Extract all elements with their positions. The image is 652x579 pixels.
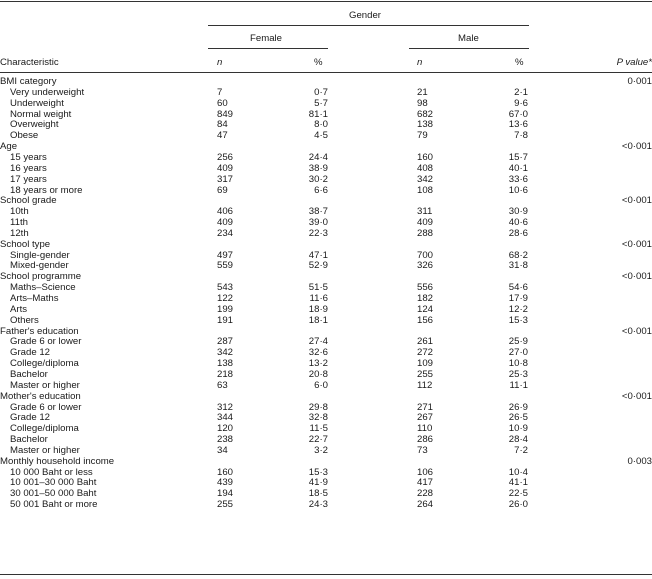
- male-n-cell: 417: [417, 477, 434, 489]
- female-n-cell: 199: [217, 303, 234, 315]
- female-n-cell: 312: [217, 401, 234, 413]
- table-row: [0, 402, 652, 413]
- female-header: Female: [250, 33, 282, 44]
- female-n-cell: 34: [217, 444, 228, 456]
- row-label: 10 000 Baht or less: [10, 466, 93, 478]
- male-n-cell: 556: [417, 282, 434, 294]
- row-label: 30 001–50 000 Baht: [10, 488, 97, 500]
- table-row: [0, 488, 652, 499]
- row-label: Single-gender: [10, 249, 70, 261]
- p-value-cell: <0·001: [621, 238, 652, 250]
- female-header-rule: [208, 48, 328, 49]
- section-label: Father's education: [0, 325, 79, 337]
- female-n-cell: 69: [217, 184, 228, 196]
- male-n-cell: 267: [417, 412, 434, 424]
- row-label: Mixed-gender: [10, 260, 69, 272]
- male-percent-cell: 15·3: [508, 314, 528, 326]
- female-percent-cell: 20·8: [308, 368, 328, 380]
- female-n-cell: 256: [217, 151, 234, 163]
- female-percent-cell: 18·5: [308, 488, 328, 500]
- table-row: [0, 206, 652, 217]
- male-percent-cell: 68·2: [508, 249, 528, 261]
- p-value-cell: <0·001: [621, 325, 652, 337]
- male-percent-cell: 2·1: [514, 86, 528, 98]
- p-value-cell: <0·001: [621, 390, 652, 402]
- female-percent-cell: 38·9: [308, 162, 328, 174]
- table-row: [0, 163, 652, 174]
- female-n-cell: 84: [217, 119, 228, 131]
- male-n-cell: 271: [417, 401, 434, 413]
- section-label: School programme: [0, 271, 82, 283]
- section-row: [0, 271, 652, 282]
- row-label: 12th: [10, 227, 29, 239]
- male-n-cell: 264: [417, 499, 434, 511]
- table-row: [0, 228, 652, 239]
- table-row: [0, 467, 652, 478]
- female-n-cell: 138: [217, 358, 234, 370]
- male-percent-cell: 40·1: [508, 162, 528, 174]
- row-label: Obese: [10, 130, 39, 142]
- section-row: [0, 76, 652, 87]
- female-percent-cell: 38·7: [308, 206, 328, 218]
- row-label: Bachelor: [10, 368, 48, 380]
- table-row: [0, 282, 652, 293]
- male-n-cell: 255: [417, 368, 434, 380]
- section-label: BMI category: [0, 76, 57, 87]
- female-n-cell: 342: [217, 347, 234, 359]
- female-n-cell: 559: [217, 260, 234, 272]
- row-label: 10 001–30 000 Baht: [10, 477, 97, 489]
- male-percent-cell: 28·4: [508, 434, 528, 446]
- female-percent-cell: 32·6: [308, 347, 328, 359]
- top-rule: [0, 1, 652, 2]
- row-label: 16 years: [10, 162, 47, 174]
- header-bottom-rule: [0, 72, 652, 73]
- female-percent-cell: 24·3: [308, 499, 328, 511]
- male-percent-cell: 25·3: [508, 368, 528, 380]
- row-label: College/diploma: [10, 423, 79, 435]
- male-percent-cell: 10·9: [508, 423, 528, 435]
- male-percent-cell: 17·9: [508, 293, 528, 304]
- bottom-rule: [0, 574, 652, 575]
- female-n-cell: 194: [217, 488, 234, 500]
- female-percent-cell: 6·0: [314, 379, 328, 391]
- p-value-header-text: P value*: [616, 57, 652, 68]
- female-percent-cell: 6·6: [314, 184, 328, 196]
- female-n-cell: 406: [217, 206, 234, 218]
- p-value-cell: 0·003: [627, 455, 652, 467]
- section-label: School type: [0, 238, 51, 250]
- male-n-cell: 160: [417, 151, 434, 163]
- male-n-cell: 408: [417, 162, 434, 174]
- female-percent-cell: 22·3: [308, 227, 328, 239]
- table-row: [0, 358, 652, 369]
- table-row: [0, 412, 652, 423]
- male-percent-cell: 10·8: [508, 358, 528, 370]
- male-percent-cell: 27·0: [508, 347, 528, 359]
- male-n-cell: 98: [417, 97, 428, 109]
- female-percent-cell: 24·4: [308, 151, 328, 163]
- male-percent-cell: 26·5: [508, 412, 528, 424]
- row-label: Bachelor: [10, 434, 48, 446]
- row-label: Underweight: [10, 97, 64, 109]
- male-n-cell: 21: [417, 86, 428, 98]
- table-row: [0, 174, 652, 185]
- male-n-cell: 326: [417, 260, 434, 272]
- female-n-cell: 191: [217, 314, 234, 326]
- male-n-cell: 342: [417, 173, 434, 185]
- row-label: 50 001 Baht or more: [10, 499, 98, 511]
- male-percent-column-header: %: [515, 57, 524, 68]
- table-row: [0, 152, 652, 163]
- row-label: Grade 6 or lower: [10, 401, 82, 413]
- male-percent-cell: 12·2: [508, 303, 528, 315]
- male-percent-cell: 9·6: [514, 97, 528, 109]
- female-n-cell: 543: [217, 282, 234, 294]
- male-percent-cell: 26·9: [508, 401, 528, 413]
- male-n-cell: 182: [417, 293, 434, 304]
- section-row: [0, 141, 652, 152]
- female-n-cell: 344: [217, 412, 234, 424]
- female-percent-cell: 4·5: [314, 130, 328, 142]
- male-percent-cell: 41·1: [508, 477, 528, 489]
- row-label: 10th: [10, 206, 29, 218]
- female-percent-cell: 8·0: [314, 119, 328, 131]
- female-percent-cell: 15·3: [308, 466, 328, 478]
- male-n-cell: 272: [417, 347, 434, 359]
- female-percent-cell: 18·1: [308, 314, 328, 326]
- row-label: Arts: [10, 303, 28, 315]
- female-percent-cell: 32·8: [308, 412, 328, 424]
- female-percent-cell: 18·9: [308, 303, 328, 315]
- row-label: Grade 12: [10, 347, 51, 359]
- female-percent-cell: 47·1: [308, 249, 328, 261]
- male-percent-cell: 25·9: [508, 336, 528, 348]
- male-percent-cell: 26·0: [508, 499, 528, 511]
- male-percent-cell: 28·6: [508, 227, 528, 239]
- section-row: [0, 239, 652, 250]
- female-percent-cell: 22·7: [308, 434, 328, 446]
- female-n-cell: 238: [217, 434, 234, 446]
- table-row: [0, 380, 652, 391]
- table-row: [0, 336, 652, 347]
- table-row: [0, 217, 652, 228]
- male-n-cell: 112: [417, 379, 433, 391]
- female-n-cell: 409: [217, 162, 234, 174]
- table-row: [0, 119, 652, 130]
- male-percent-cell: 54·6: [508, 282, 528, 294]
- row-label: Others: [10, 314, 39, 326]
- male-n-cell: 110: [417, 423, 433, 435]
- male-percent-cell: 67·0: [508, 108, 528, 120]
- male-percent-cell: 10·6: [508, 184, 528, 196]
- row-label: Grade 6 or lower: [10, 336, 82, 348]
- female-n-cell: 60: [217, 97, 228, 109]
- female-percent-cell: 39·0: [308, 217, 328, 229]
- row-label: 15 years: [10, 151, 47, 163]
- female-percent-column-header: %: [314, 57, 323, 68]
- female-n-cell: 160: [217, 466, 234, 478]
- female-n-cell: 287: [217, 336, 234, 348]
- row-label: Master or higher: [10, 444, 80, 456]
- female-n-cell: 849: [217, 108, 234, 120]
- p-value-column-header: [617, 57, 652, 68]
- female-n-cell: 439: [217, 477, 234, 489]
- male-header: Male: [458, 33, 479, 44]
- table-row: [0, 304, 652, 315]
- p-value-cell: 0·001: [627, 76, 652, 87]
- female-n-cell: 218: [217, 368, 234, 380]
- section-label: Age: [0, 141, 18, 153]
- male-header-rule: [409, 48, 529, 49]
- male-percent-cell: 30·9: [508, 206, 528, 218]
- male-percent-cell: 13·6: [508, 119, 528, 131]
- table-row: [0, 98, 652, 109]
- male-percent-cell: 31·8: [508, 260, 528, 272]
- female-n-cell: 63: [217, 379, 228, 391]
- female-percent-cell: 81·1: [308, 108, 328, 120]
- p-value-cell: <0·001: [621, 141, 652, 153]
- male-n-cell: 409: [417, 217, 434, 229]
- row-label: College/diploma: [10, 358, 79, 370]
- male-n-cell: 138: [417, 119, 434, 131]
- female-percent-cell: 11·6: [309, 293, 328, 304]
- female-n-cell: 7: [217, 86, 223, 98]
- male-percent-cell: 11·1: [509, 379, 528, 391]
- female-percent-cell: 11·5: [309, 423, 328, 435]
- female-percent-cell: 41·9: [308, 477, 328, 489]
- female-n-cell: 120: [217, 423, 234, 435]
- male-n-cell: 156: [417, 314, 434, 326]
- table-row: [0, 260, 652, 271]
- female-percent-cell: 52·9: [308, 260, 328, 272]
- male-percent-cell: 7·8: [514, 130, 528, 142]
- female-n-cell: 47: [217, 130, 228, 142]
- table-row: [0, 499, 652, 510]
- female-percent-cell: 30·2: [308, 173, 328, 185]
- table-row: [0, 87, 652, 98]
- table-row: [0, 293, 652, 304]
- section-row: [0, 195, 652, 206]
- female-n-cell: 317: [217, 173, 234, 185]
- male-n-cell: 106: [417, 466, 434, 478]
- male-percent-cell: 33·6: [508, 173, 528, 185]
- female-n-cell: 234: [217, 227, 234, 239]
- table-row: [0, 434, 652, 445]
- male-percent-cell: 40·6: [508, 217, 528, 229]
- table-row: [0, 369, 652, 380]
- table-row: [0, 250, 652, 261]
- male-n-cell: 73: [417, 444, 428, 456]
- male-n-cell: 109: [417, 358, 434, 370]
- male-percent-cell: 22·5: [508, 488, 528, 500]
- table-row: [0, 109, 652, 120]
- male-percent-cell: 10·4: [508, 466, 528, 478]
- table-row: [0, 130, 652, 141]
- male-n-cell: 286: [417, 434, 434, 446]
- male-n-cell: 79: [417, 130, 428, 142]
- section-label: Monthly household income: [0, 455, 115, 467]
- section-row: [0, 456, 652, 467]
- female-n-cell: 122: [217, 293, 234, 304]
- male-n-cell: 108: [417, 184, 434, 196]
- row-label: Normal weight: [10, 108, 72, 120]
- table-row: [0, 185, 652, 196]
- row-label: 11th: [10, 217, 28, 229]
- female-percent-cell: 5·7: [314, 97, 328, 109]
- row-label: Maths–Science: [10, 282, 76, 294]
- gender-group-header: Gender: [349, 10, 381, 21]
- male-n-cell: 700: [417, 249, 434, 261]
- table-row: [0, 477, 652, 488]
- section-row: [0, 391, 652, 402]
- female-n-cell: 409: [217, 217, 234, 229]
- characteristic-column-header: Characteristic: [0, 57, 59, 68]
- male-n-cell: 228: [417, 488, 434, 500]
- p-value-cell: <0·001: [621, 271, 652, 283]
- table-row: [0, 347, 652, 358]
- male-n-cell: 288: [417, 227, 434, 239]
- section-label: School grade: [0, 195, 57, 207]
- row-label: Arts–Maths: [10, 293, 59, 304]
- male-n-cell: 311: [417, 206, 433, 218]
- female-n-cell: 497: [217, 249, 234, 261]
- female-percent-cell: 0·7: [314, 86, 328, 98]
- female-n-cell: 255: [217, 499, 234, 511]
- table-row: [0, 423, 652, 434]
- row-label: Grade 12: [10, 412, 51, 424]
- female-percent-cell: 3·2: [314, 444, 328, 456]
- table-row: [0, 445, 652, 456]
- male-percent-cell: 15·7: [508, 151, 528, 163]
- row-label: 18 years or more: [10, 184, 83, 196]
- female-percent-cell: 13·2: [308, 358, 328, 370]
- male-n-cell: 261: [417, 336, 434, 348]
- gender-header-rule: [208, 25, 529, 26]
- section-label: Mother's education: [0, 390, 81, 402]
- female-percent-cell: 27·4: [308, 336, 328, 348]
- table-row: [0, 315, 652, 326]
- p-value-cell: <0·001: [621, 195, 652, 207]
- row-label: Overweight: [10, 119, 59, 131]
- male-n-column-header: n: [417, 57, 423, 68]
- section-row: [0, 326, 652, 337]
- female-percent-cell: 29·8: [308, 401, 328, 413]
- male-n-cell: 124: [417, 303, 434, 315]
- male-n-cell: 682: [417, 108, 434, 120]
- row-label: Very underweight: [10, 86, 85, 98]
- female-percent-cell: 51·5: [308, 282, 328, 294]
- female-n-column-header: n: [217, 57, 223, 68]
- male-percent-cell: 7·2: [514, 444, 528, 456]
- row-label: Master or higher: [10, 379, 80, 391]
- row-label: 17 years: [10, 173, 47, 185]
